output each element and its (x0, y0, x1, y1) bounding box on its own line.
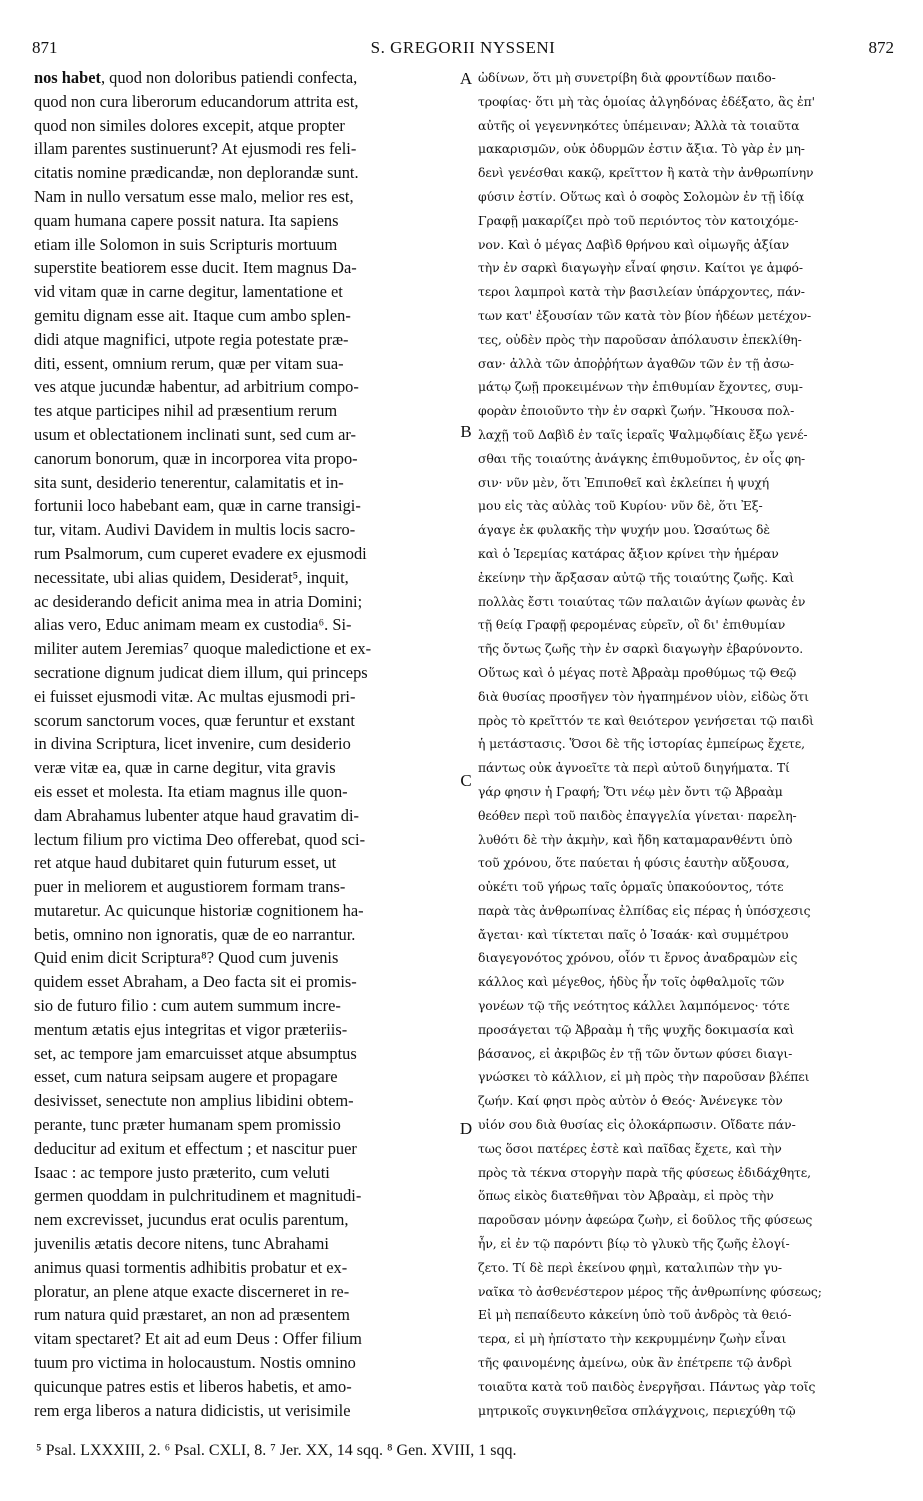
greek-text-line: υἱόν σου διὰ θυσίας εἰς ὁλοκάρπωσιν. Οἴδατε πάν- (478, 1117, 796, 1133)
greek-column (478, 66, 892, 1442)
latin-text-line: rum Psalmorum, cum cuperet evadere ex ejusmodi (34, 543, 367, 563)
latin-text-line: diti, essent, omnium rerum, quæ per vitam sua- (34, 353, 344, 373)
greek-text-line: ζωήν. Καί φησι πρὸς αὐτὸν ὁ Θεός· Ἀνένεγκε τὸν (478, 1093, 783, 1109)
greek-text-line: τῆς ὄντως ζωῆς τὴν ἐν σαρκὶ διαγωγὴν ἐβαρύνοντο. (478, 641, 804, 657)
latin-text-line: set, ac tempore jam emarcuisset atque absumptus (34, 1043, 357, 1063)
greek-text-line: οὐκέτι τοῦ γήρως ταῖς ὁρμαῖς ὑπακούοντος, τότε (478, 879, 784, 895)
latin-text-line: etiam ille Solomon in suis Scripturis mortuum (34, 234, 338, 254)
greek-text-line: διαγεγονότος χρόνου, οἷόν τι ἔρνος ἀναδραμὼν εἰς (478, 950, 798, 966)
latin-text-line: ploratur, an plene atque exacte discerneret in re- (34, 1281, 350, 1301)
margin-marker-b: B (460, 422, 472, 441)
greek-text-line: τεροι λαμπροὶ κατὰ τὴν βασιλείαν ὑπάρχοντες, πάν- (478, 284, 805, 300)
latin-text-line: illam parentes sustinuerunt? At ejusmodi res feli- (34, 139, 357, 159)
latin-text-line: necessitate, ubi alias quidem, Desiderat⁵, inquit, (34, 567, 349, 587)
greek-text-line: τες, οὐδὲν πρὸς τὴν παροῦσαν ἀπόλαυσιν ἐπεκλίθη- (478, 331, 802, 347)
latin-lead-words: nos habet (34, 68, 101, 87)
latin-text-line: ei fuisset ejusmodi vitæ. Ac multas ejusmodi pri- (34, 686, 356, 706)
greek-text-line: τοιαῦτα κατὰ τοῦ παιδὸς ἐνεργῆσαι. Πάντως γὰρ τοῖς (478, 1378, 816, 1394)
latin-text-line: perante, tunc præter humanam spem promissio (34, 1115, 341, 1135)
footnotes: ⁵ Psal. LXXXIII, 2. ⁶ Psal. CXLI, 8. ⁷ Jer. XX, 14 sqq. ⁸ Gen. XVIII, 1 sqq. (36, 1442, 517, 1459)
latin-text-line: tuum pro victima in holocaustum. Nostis omnino (34, 1353, 356, 1373)
greek-text-line: τοῦ χρόνου, ὅτε παύεται ἡ φύσις ἑαυτὴν αὔξουσα, (478, 855, 790, 871)
greek-text-line: άγαγε ἐκ φυλακῆς τὴν ψυχήν μου. Ὡσαύτως δὲ (478, 522, 770, 538)
greek-text-line: θεόθεν περὶ τοῦ παιδὸς ἐπαγγελία γίνεται· παρελη- (478, 807, 797, 823)
greek-text-line: φορὰν ἐποιοῦντο τὴν ἐν σαρκὶ ζωήν. Ἤκουσα πολ- (478, 403, 795, 419)
latin-text-line: quam humana capere possit natura. Ita sapiens (34, 210, 339, 230)
latin-text-line: quod non cura liberorum educandorum attrita est, (34, 91, 359, 111)
latin-text-line: germen quoddam in pulchritudinem et magnitudi- (34, 1186, 362, 1206)
margin-marker-d: D (459, 1119, 473, 1138)
latin-text-line: mentum ætatis ejus integritas et vigor præteriis- (34, 1019, 348, 1039)
greek-text-line: λαχῇ τοῦ Δαβὶδ ἐν ταῖς ἱεραῖς Ψαλμῳδίαις ἔξω γενέ- (478, 426, 808, 442)
greek-text-line: διὰ θυσίας προσῆγεν τὸν ἠγαπημένον υἱὸν, εἰδὼς ὅτι (478, 688, 809, 704)
latin-text-line: deducitur ad exitum et effectum ; et nascitur puer (34, 1138, 357, 1158)
latin-text-line: in divina Scriptura, licet invenire, cum desiderio (34, 734, 351, 754)
latin-text-line: eis esset et molesta. Ita etiam magnus ille quon- (34, 781, 348, 801)
greek-text-line: αὐτῆς οἱ γεγεννηκότες ὑπέμειναν; Ἀλλὰ τὰ τοιαῦτα (478, 117, 800, 133)
latin-text-line: rem erga liberos a natura didicistis, ut verisimile (34, 1400, 351, 1420)
latin-text-line: vid vitam quæ in carne degitur, lamentatione et (34, 282, 343, 302)
latin-text-line: sio de futuro filio : cum autem summum incre- (34, 996, 341, 1016)
latin-text-line: tes atque participes nihil ad præsentium rerum (34, 401, 338, 421)
greek-text-line: σιν· νῦν μὲν, ὅτι Ἐπιποθεῖ καὶ ἐκλείπει ἡ ψυχή (478, 474, 770, 490)
greek-text-line: ὠδίνων, ὅτι μὴ συνετρίβη διὰ φροντίδων παιδο- (478, 70, 776, 85)
greek-text-line: βάσανος, εἰ ἀκριβῶς ἐν τῇ τῶν ὄντων φύσει διαγι- (478, 1045, 793, 1061)
greek-text-line: πρὸς τὸ κρεῖττόν τε καὶ θειότερον γενήσεται τῷ παιδὶ (478, 712, 814, 728)
running-title: S. GREGORII NYSSENI (370, 38, 556, 57)
latin-text-line: usum et oblectationem inclinati sunt, sed cum ar- (34, 424, 356, 444)
greek-text-line: παρὰ τὰς ἀνθρωπίνας ἐλπίδας εἰς πέρας ἡ ὑπόσχεσις (478, 902, 811, 918)
latin-text-line: nos habet, quod non doloribus patiendi confecta, (34, 68, 358, 87)
latin-text-line: Quid enim dicit Scriptura⁸? Quod cum juvenis (34, 948, 339, 968)
greek-text-line: μητρικοῖς συγκινηθεῖσα σπλάγχνοις, περιεχύθη τῷ (478, 1402, 796, 1418)
latin-text-line: didi atque magnifici, utpote regia potestate præ- (34, 329, 349, 349)
latin-text-line: sita sunt, desiderio tenerentur, calamitatis et in- (34, 472, 344, 492)
latin-text-line: militer autem Jeremias⁷ quoque maledictione et ex- (34, 639, 372, 659)
latin-text-line: Isaac : ac tempore justo præterito, cum veluti (34, 1162, 330, 1182)
greek-text-line: τερα, εἰ μὴ ἠπίστατο τὴν κεκρυμμένην ζωὴν εἶναι (478, 1331, 787, 1347)
running-header (32, 36, 894, 60)
greek-text-line: προσάγεται τῷ Ἀβραὰμ ἡ τῆς ψυχῆς δοκιμασία καὶ (478, 1021, 795, 1037)
greek-text-line: πολλὰς ἔστι τοιαύτας τῶν παλαιῶν ἁγίων φωνὰς ἐν (478, 593, 806, 609)
latin-text-line: veræ vitæ ea, quæ in carne degitur, vita gravis (34, 758, 336, 778)
greek-text-line: τῇ θείᾳ Γραφῇ φερομένας εὑρεῖν, οἳ δι' ἐπιθυμίαν (478, 617, 786, 633)
greek-text-line: τως ὅσοι πατέρες ἐστὲ καὶ παῖδας ἔχετε, καὶ τὴν (478, 1140, 782, 1156)
greek-text-line: τῆς φαινομένης ἀμείνω, οὐκ ἂν ἐπέτρεπε τῷ ἀνδρὶ (478, 1355, 793, 1371)
latin-text-line: ret atque haud dubitaret quin futurum esset, ut (34, 853, 337, 873)
greek-text-line: λυθότι δὲ τὴν ἀκμὴν, καὶ ἤδη καταμαρανθέντι ὑπὸ (478, 831, 793, 847)
latin-text-line: alias vero, Educ animam meam ex custodia⁶. Si- (34, 615, 352, 635)
latin-text-line: secratione dignum judicat diem illum, qui princeps (34, 662, 368, 682)
latin-text-line: citatis nomine prædicandæ, non deplorandæ sunt. (34, 163, 359, 183)
latin-text-line: mutaretur. Ac quicunque historiæ cognitionem ha- (34, 900, 364, 920)
greek-text-line: ὅπως εἰκὸς διατεθῆναι τὸν Ἀβραὰμ, εἰ πρὸς τὴν (478, 1188, 774, 1204)
greek-text-line: δενὶ γενέσθαι κακῷ, κρεῖττον ἢ κατὰ τὴν ἀνθρωπίνην (478, 165, 814, 181)
greek-text-line: ἡ μετάστασις. Ὅσοι δὲ τῆς ἱστορίας ἐμπείρως ἔχετε, (478, 736, 805, 752)
latin-text-line: juvenilis ætatis decore nitens, tunc Abrahami (34, 1234, 329, 1254)
greek-text-line: ἐκείνην τὴν ἄρξασαν αὐτῷ τῆς τοιαύτης ζωῆς. Καὶ (478, 569, 795, 585)
greek-text-line: γνώσκει τὸ κάλλιον, εἰ μὴ πρὸς τὴν παροῦσαν βλέπει (478, 1069, 810, 1085)
latin-text-line: quidem esset Abraham, a Deo facta sit ei promis- (34, 972, 357, 992)
greek-text-line: σαν· ἀλλὰ τῶν ἀποῤῥήτων ἀγαθῶν τῶν ἐν τῇ ἀσω- (478, 355, 794, 371)
latin-text-line: quod non similes dolores excepit, atque propter (34, 115, 345, 135)
greek-text-line: ζετο. Τί δὲ περὶ ἐκείνου φημὶ, καταλιπὼν τὴν γυ- (478, 1259, 782, 1275)
greek-text-line: πρὸς τὰ τέκνα στοργὴν παρὰ τῆς φύσεως ἐδιδάχθητε, (478, 1164, 811, 1180)
greek-text-line: των κατ' ἐξουσίαν τῶν κατὰ τὸν βίον ἡδέων μετέχον- (478, 307, 812, 323)
greek-text-line: Εἰ μὴ πεπαίδευτο κἀκείνη ὑπὸ τοῦ ἀνδρὸς τὰ θειό- (478, 1307, 792, 1323)
latin-text-line: ac desiderando deficit anima mea in atria Domini; (34, 591, 363, 611)
left-page-number: 871 (32, 38, 58, 57)
margin-marker-a: A (459, 69, 473, 88)
greek-text-line: ναῖκα τὸ ἀσθενέστερον μέρος τῆς ἀνθρωπίνης φύσεως; (478, 1283, 822, 1299)
greek-text-line: τὴν ἐν σαρκὶ διαγωγὴν εἶναί φησιν. Καίτοι γε ἀμφό- (478, 260, 803, 276)
greek-text-line: ἄγεται· καὶ τίκτεται παῖς ὁ Ἰσαάκ· καὶ συμμέτρου (478, 926, 789, 942)
greek-text-line: φύσιν ἐστίν. Οὕτως καὶ ὁ σοφὸς Σολομὼν ἐν τῇ ἰδίᾳ (478, 188, 805, 204)
greek-text-line: γονέων τῷ τῆς νεότητος κάλλει λαμπόμενος· τότε (478, 998, 790, 1014)
latin-text-line: fortunii loco habebant eam, quæ in carne transigi- (34, 496, 361, 516)
latin-text-line: Nam in nullo versatum esse malo, melior res est, (34, 186, 354, 206)
latin-text-line: esset, cum natura seipsam augere et propagare (34, 1067, 338, 1087)
latin-text-line: vitam spectaret? Et ait ad eum Deus : Offer filium (34, 1329, 362, 1349)
latin-text-line: quicunque patres estis et liberos habetis, et amo- (34, 1376, 352, 1396)
latin-column (34, 66, 454, 1442)
latin-text-line: lectum filium pro victima Deo offerebat, quod sci- (34, 829, 366, 849)
latin-text-line: scorum sanctorum voces, quæ feruntur et exstant (34, 710, 355, 730)
greek-text-line: παροῦσαν μόνην ἀφεώρα ζωὴν, εἰ δοῦλος τῆς φύσεως (478, 1212, 813, 1228)
latin-text-line: puer in meliorem et augustiorem formam trans- (34, 877, 346, 897)
greek-text-line: μάτῳ ζωῇ προκειμένων τὴν ἐπιθυμίαν ἔχοντες, συμ- (478, 379, 803, 395)
right-page-number: 872 (868, 38, 894, 57)
greek-text-line: μου εἰς τὰς αὐλὰς τοῦ Κυρίου· νῦν δὲ, ὅτι Ἐξ- (478, 498, 763, 514)
greek-text-line: γάρ φησιν ἡ Γραφή; Ὅτι νέῳ μὲν ὄντι τῷ Ἀβραὰμ (478, 783, 783, 799)
greek-text-line: τροφίας· ὅτι μὴ τὰς ὁμοίας ἀλγηδόνας ἐδέξατο, ἃς ἐπ' (478, 93, 815, 109)
latin-text-line: animus quasi tormentis adhibitis probatur et ex- (34, 1257, 348, 1277)
greek-text-line: ἦν, εἰ ἐν τῷ παρόντι βίῳ τὸ γλυκὺ τῆς ζωῆς ἐλογί- (478, 1236, 790, 1252)
latin-text-line: dam Abrahamus lubenter atque haud gravatim di- (34, 805, 359, 825)
latin-text-line: tur, vitam. Audivi Davidem in multis locis sacro- (34, 520, 356, 540)
greek-text-line: σθαι τῆς τοιαύτης ἀνάγκης ἐπιθυμοῦντος, ἐν οἷς φη- (478, 450, 806, 466)
greek-text-line: καὶ ὁ Ἱερεμίας κατάρας ἄξιον κρίνει τὴν ἡμέραν (478, 545, 779, 561)
latin-text-line: superstite beatiorem esse ducit. Item magnus Da- (34, 258, 357, 278)
greek-text-line: κάλλος καὶ μέγεθος, ἡδὺς ἦν τοῖς ὀφθαλμοῖς τῶν (478, 974, 785, 990)
latin-text-line: betis, omnino non ignoratis, quæ de eo narrantur. (34, 924, 356, 944)
latin-text-line: gemitu dignam esse ait. Itaque cum ambo splen- (34, 305, 351, 325)
greek-text-line: νον. Καὶ ὁ μέγας Δαβὶδ θρήνου καὶ οἰμωγῆς ἀξίαν (478, 236, 790, 252)
latin-text-line: rum natura quid præstaret, an non ad præsentem (34, 1305, 350, 1325)
latin-text-line: ves atque jucundæ habentur, ad arbitrium compo- (34, 377, 359, 397)
greek-text-line: πάντως οὐκ ἀγνοεῖτε τὰ περὶ αὐτοῦ διηγήματα. Τί (478, 760, 790, 776)
latin-text-line: desivisset, senectute non amplius libidini obtem- (34, 1091, 354, 1111)
greek-text-line: Οὕτως καὶ ὁ μέγας ποτὲ Ἀβραὰμ προθύμως τῷ Θεῷ (478, 664, 797, 680)
greek-text-line: Γραφῇ μακαρίζει πρὸ τοῦ περιόντος τὸν κατοιχόμε- (478, 212, 799, 228)
latin-text-line: nem excrevisset, jucundus erat oculis parentum, (34, 1210, 349, 1230)
margin-marker-c: C (460, 771, 472, 790)
greek-text-line: μακαρισμῶν, οὐκ ὀδυρμῶν ἐστιν ἄξια. Τὸ γὰρ ἐν μη- (478, 141, 805, 157)
latin-text-line: canorum bonorum, quæ in incorporea vita propo- (34, 448, 358, 468)
